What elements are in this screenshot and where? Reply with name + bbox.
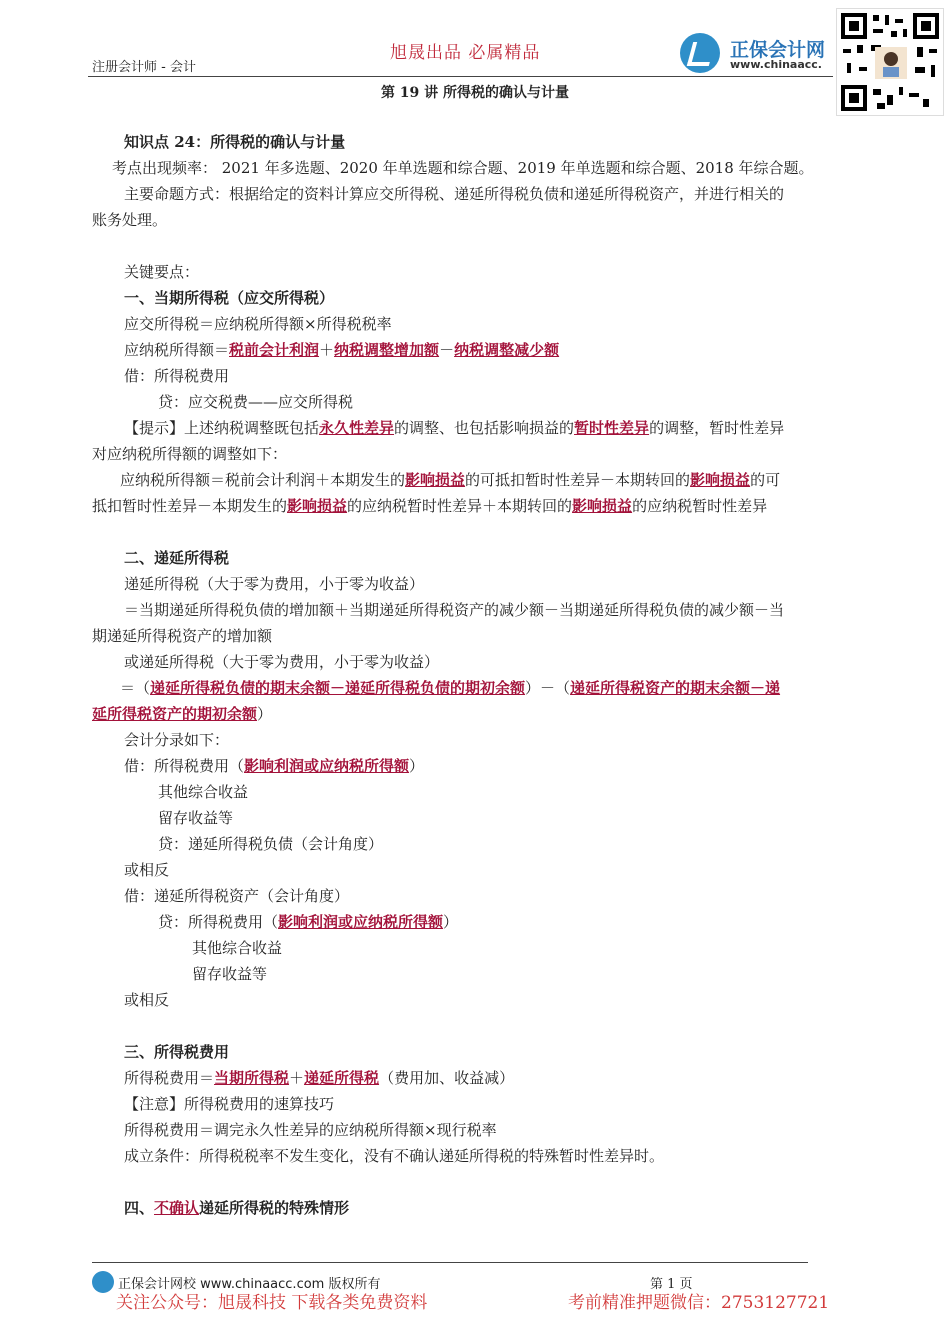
exam-frequency: 考点出现频率： 2021 年多选题、2020 年单选题和综合题、2019 年单选题和综合题、2018 年综合题。 [112,159,814,177]
s2-credit-dtl: 贷：递延所得税负债（会计角度） [158,835,384,853]
s2-line-6: 延所得税资产的期初余额） [92,705,273,723]
section-4-heading: 四、不确认递延所得税的特殊情形 [124,1199,350,1217]
footer-logo-icon [92,1271,114,1293]
section-2-heading: 二、递延所得税 [124,549,230,567]
header-divider [88,76,833,77]
s1-tip-line1: 【提示】上述纳税调整既包括永久性差异的调整、也包括影响损益的暂时性差异的调整，暂时性差异 [124,419,785,437]
s3-condition: 成立条件：所得税税率不发生变化，没有不确认递延所得税的特殊暂时性差异时。 [124,1147,665,1165]
brand-name: 正保会计网 [730,39,826,61]
chinaacc-logo-icon [680,33,720,73]
s1-formula-2: 应纳税所得额＝税前会计利润＋纳税调整增加额－纳税调整减少额 [124,341,560,359]
s2-retained-earnings: 留存收益等 [158,809,234,827]
header-subject: 注册会计师 - 会计 [92,60,196,75]
s2-oci: 其他综合收益 [158,783,249,801]
s1-taxable-income-formula-1: 应纳税所得额＝税前会计利润＋本期发生的影响损益的可抵扣暂时性差异－本期转回的影响损益的可 [120,471,781,489]
promo-right: 考前精准押题微信：2753127721 [568,1293,830,1313]
s3-shortcut-formula: 所得税费用＝调完永久性差异的应纳税所得额×现行税率 [124,1121,497,1139]
s3-line-1: 所得税费用＝当期所得税＋递延所得税（费用加、收益减） [124,1069,515,1087]
s1-credit-entry: 贷：应交税费——应交所得税 [158,393,354,411]
s1-debit-entry: 借：所得税费用 [124,367,230,385]
s2-or-reverse-2: 或相反 [124,991,170,1009]
s2-line-1: 递延所得税（大于零为费用，小于零为收益） [124,575,425,593]
s3-note: 【注意】所得税费用的速算技巧 [124,1095,335,1113]
footer-divider [92,1262,808,1263]
s2-or-reverse-1: 或相反 [124,861,170,879]
s2-entries-label: 会计分录如下： [124,731,230,749]
s1-tip-line2: 对应纳税所得额的调整如下： [92,445,288,463]
brand-url: www.chinaacc. [730,58,822,71]
s2-debit-dta: 借：递延所得税资产（会计角度） [124,887,350,905]
key-points-label: 关键要点： [124,263,200,281]
s2-line-4: 或递延所得税（大于零为费用，小于零为收益） [124,653,440,671]
header-slogan: 旭晟出品 必属精品 [390,43,541,63]
lecture-title: 第 19 讲 所得税的确认与计量 [380,85,570,101]
s1-taxable-income-formula-2: 抵扣暂时性差异－本期发生的影响损益的应纳税暂时性差异＋本期转回的影响损益的应纳税暂时性差异 [92,497,768,515]
knowledge-point-heading: 知识点 24：所得税的确认与计量 [124,133,346,151]
main-method-line1: 主要命题方式：根据给定的资料计算应交所得税、递延所得税负债和递延所得税资产，并进行相关的 [124,185,785,203]
s2-line-2: ＝当期递延所得税负债的增加额＋当期递延所得税资产的减少额－当期递延所得税负债的减少额－当 [124,601,785,619]
s2-line-3: 期递延所得税资产的增加额 [92,627,273,645]
page-number: 第 1 页 [650,1277,693,1292]
s2-oci-2: 其他综合收益 [192,939,283,957]
s2-credit-expense: 贷：所得税费用（影响利润或应纳税所得额） [158,913,459,931]
s2-debit-expense: 借：所得税费用（影响利润或应纳税所得额） [124,757,425,775]
s1-formula-1: 应交所得税＝应纳税所得额×所得税税率 [124,315,392,333]
main-method-line2: 账务处理。 [92,211,168,229]
s2-line-5: ＝（递延所得税负债的期末余额－递延所得税负债的期初余额）－（递延所得税资产的期末余额－递 [120,679,781,697]
promo-left: 关注公众号：旭晟科技 下载各类免费资料 [116,1293,428,1313]
section-1-heading: 一、当期所得税（应交所得税） [124,289,335,307]
s2-retained-earnings-2: 留存收益等 [192,965,268,983]
section-3-heading: 三、所得税费用 [124,1043,230,1061]
footer-copyright: 正保会计网校 www.chinaacc.com 版权所有 [118,1277,381,1292]
